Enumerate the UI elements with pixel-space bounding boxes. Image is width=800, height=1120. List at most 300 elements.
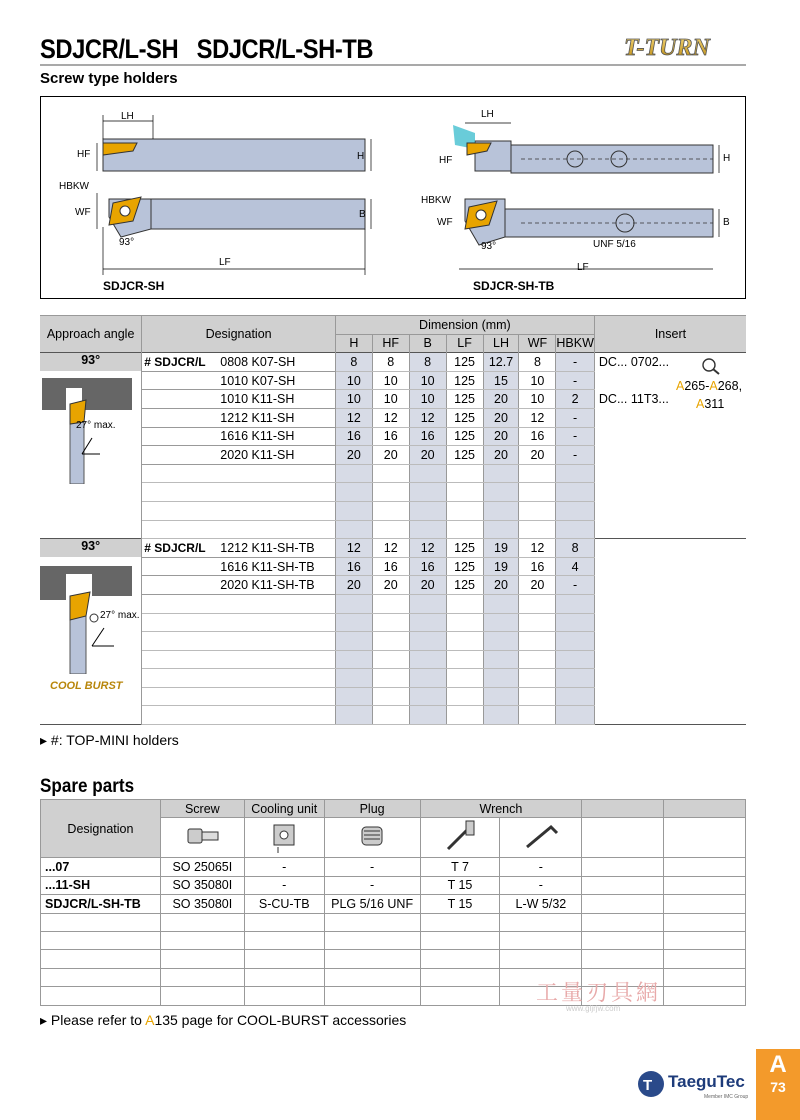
designation-code: 1010 K07-SH — [220, 373, 296, 388]
dimension-value — [409, 650, 446, 669]
angle-image-cell — [40, 483, 142, 502]
col-h: H — [335, 334, 372, 353]
dimension-value — [556, 687, 595, 706]
designation-code: 1212 K11-SH-TB — [220, 540, 315, 555]
dimension-value: 4 — [556, 557, 595, 576]
spare-value: - — [324, 858, 420, 876]
insert-cell — [594, 520, 746, 539]
dimension-value — [556, 669, 595, 688]
dimension-value — [409, 706, 446, 725]
designation-code: 2020 K11-SH — [220, 447, 295, 462]
spare-value: T 15 — [420, 895, 500, 913]
spare-value — [324, 913, 420, 931]
dimension-value: - — [556, 446, 595, 465]
dimension-value — [372, 632, 409, 651]
dimension-value — [335, 483, 372, 502]
plug-icon — [324, 818, 420, 858]
spare-value — [500, 931, 582, 949]
coolburst-logo: COOL BURST — [50, 680, 123, 692]
dimension-value: 12 — [409, 539, 446, 558]
page-letter: A — [769, 1051, 787, 1078]
dim-label: H — [723, 153, 731, 164]
spare-value — [160, 950, 244, 968]
page-subtitle: Screw type holders — [40, 70, 178, 87]
insert-cell — [594, 650, 746, 669]
dimension-value — [556, 464, 595, 483]
table-row — [40, 483, 746, 502]
dimension-value — [446, 687, 483, 706]
designation-cell — [142, 483, 336, 502]
dimension-value — [483, 501, 519, 520]
spare-value — [664, 895, 746, 913]
table-row — [40, 539, 746, 558]
table-row — [41, 950, 746, 968]
insert-cell — [594, 501, 746, 520]
spare-designation — [41, 987, 161, 1005]
holder-drawings — [41, 97, 745, 298]
designation-cell — [142, 539, 336, 558]
dimension-value: 16 — [519, 557, 556, 576]
hex-key-icon — [500, 818, 582, 858]
spare-value — [244, 950, 324, 968]
dimension-value: 19 — [483, 557, 519, 576]
dimension-value: 2 — [556, 390, 595, 409]
designation-cell — [142, 501, 336, 520]
designation-prefix: # SDJCR/L — [144, 540, 206, 555]
approach-angle-cell: 93° — [40, 539, 142, 558]
designation-code: 2020 K11-SH-TB — [220, 578, 315, 593]
dimension-value: 125 — [446, 371, 483, 390]
angle-image-cell — [40, 520, 142, 539]
dimension-value — [483, 632, 519, 651]
dimension-value — [519, 669, 556, 688]
table-row — [41, 858, 746, 876]
insert-cell: DC... 11T3... — [598, 392, 669, 407]
dimension-value — [335, 464, 372, 483]
t-turn-logo — [620, 32, 748, 62]
dim-label: LF — [577, 262, 589, 273]
svg-text:T: T — [643, 1077, 653, 1094]
sp-plug-header: Plug — [324, 800, 420, 818]
dimension-value: 20 — [483, 576, 519, 595]
watermark-url: www.gljrjw.com — [566, 1004, 621, 1013]
dimension-value — [335, 594, 372, 613]
spare-value — [420, 950, 500, 968]
dim-label: UNF 5/16 — [593, 239, 636, 250]
designation-cell — [142, 632, 336, 651]
insert-cell — [594, 669, 746, 688]
spare-designation: ...07 — [41, 858, 161, 876]
dimension-value: 8 — [519, 353, 556, 372]
table-row — [40, 669, 746, 688]
table-row — [41, 913, 746, 931]
col-lh: LH — [483, 334, 519, 353]
designation-cell — [142, 557, 336, 576]
dimension-value: 15 — [483, 371, 519, 390]
table-row — [41, 895, 746, 913]
cooling-unit-icon — [244, 818, 324, 858]
group2-body — [40, 539, 746, 725]
dimension-value: - — [556, 371, 595, 390]
dimension-value: 125 — [446, 408, 483, 427]
dimension-value: 12 — [372, 539, 409, 558]
dimension-value: 125 — [446, 427, 483, 446]
dimension-value: 19 — [483, 539, 519, 558]
dimension-value — [335, 613, 372, 632]
spare-value: SO 35080I — [160, 895, 244, 913]
logo-text: T-TURN — [624, 35, 710, 61]
spare-value: T 7 — [420, 858, 500, 876]
dimension-value — [556, 501, 595, 520]
spare-value — [664, 876, 746, 894]
spare-value: - — [500, 876, 582, 894]
dimension-value — [372, 483, 409, 502]
dimension-value: 16 — [409, 427, 446, 446]
designation-cell — [142, 390, 336, 409]
dimension-value — [335, 501, 372, 520]
insert-cell — [594, 539, 746, 558]
dim-label: 93° — [481, 241, 497, 252]
dimension-value: 20 — [483, 427, 519, 446]
dimension-value — [409, 464, 446, 483]
designation-cell — [142, 408, 336, 427]
group1-body — [40, 353, 746, 539]
diagram-caption-left: SDJCR-SH — [103, 279, 165, 293]
insert-cell: DC... 0702... — [598, 355, 670, 370]
spare-value — [582, 950, 664, 968]
spare-value — [582, 858, 664, 876]
designation-prefix — [144, 392, 220, 406]
sp-screw-header: Screw — [160, 800, 244, 818]
table-row — [40, 353, 746, 372]
table-row — [40, 687, 746, 706]
dimension-value: 20 — [483, 446, 519, 465]
dimension-value — [519, 613, 556, 632]
col-wf: WF — [519, 334, 556, 353]
dimension-value: 125 — [446, 390, 483, 409]
insert-cell — [594, 557, 746, 576]
spare-value — [160, 913, 244, 931]
dimension-value — [446, 650, 483, 669]
spare-value — [244, 987, 324, 1005]
spare-value — [664, 913, 746, 931]
designation-cell — [142, 464, 336, 483]
table-row — [40, 594, 746, 613]
table-row — [40, 520, 746, 539]
designation-cell — [142, 576, 336, 595]
dimension-value — [483, 650, 519, 669]
dimension-value: 125 — [446, 576, 483, 595]
table-row — [40, 576, 746, 595]
dimension-value: 12 — [335, 408, 372, 427]
table-row — [40, 427, 746, 446]
watermark: 工量刃具網 — [536, 980, 662, 1005]
insert-header: Insert — [594, 316, 746, 353]
spare-value — [244, 931, 324, 949]
spare-value — [664, 931, 746, 949]
spare-value: S-CU-TB — [244, 895, 324, 913]
spare-value — [664, 950, 746, 968]
spare-value — [324, 931, 420, 949]
dimension-value: 125 — [446, 557, 483, 576]
designation-prefix — [144, 411, 220, 425]
dimension-value — [556, 520, 595, 539]
dimension-value: 20 — [519, 446, 556, 465]
holder-body-top — [103, 139, 365, 171]
spare-designation — [41, 913, 161, 931]
spare-value: PLG 5/16 UNF — [324, 895, 420, 913]
dimension-value: 125 — [446, 353, 483, 372]
dimension-value: 20 — [409, 576, 446, 595]
dimension-value: 8 — [409, 353, 446, 372]
spare-designation — [41, 950, 161, 968]
dimension-value — [446, 613, 483, 632]
dimension-header: Dimension (mm) — [335, 316, 594, 335]
insert-page-ref: A265-A268, — [676, 379, 743, 393]
dimension-value: 12 — [519, 408, 556, 427]
dimension-value — [335, 632, 372, 651]
topmini-footnote: ▸ #: TOP-MINI holders — [40, 732, 179, 748]
spare-value — [500, 950, 582, 968]
spare-parts-table — [40, 799, 746, 1006]
designation-cell — [142, 687, 336, 706]
dimension-value — [372, 520, 409, 539]
dimension-value — [372, 669, 409, 688]
table-row — [40, 632, 746, 651]
approach-angle-header: Approach angle — [40, 316, 142, 353]
dim-label: HF — [439, 155, 453, 166]
dimension-value — [483, 464, 519, 483]
dimension-value — [446, 669, 483, 688]
spare-value — [420, 987, 500, 1005]
spare-value — [244, 968, 324, 986]
insert-cell — [594, 632, 746, 651]
dimension-value: 16 — [519, 427, 556, 446]
dimension-value: 16 — [372, 427, 409, 446]
dimension-value: 20 — [335, 576, 372, 595]
page-title: SDJCR/L-SH SDJCR/L-SH-TB — [40, 34, 374, 64]
designation-prefix — [144, 429, 220, 443]
spare-value — [160, 987, 244, 1005]
dimension-value — [372, 464, 409, 483]
dimension-value — [446, 501, 483, 520]
designation-prefix — [144, 448, 220, 462]
designation-cell — [142, 520, 336, 539]
dimension-value — [409, 669, 446, 688]
spare-value: - — [244, 876, 324, 894]
col-b: B — [409, 334, 446, 353]
brand-name: TaeguTec — [668, 1072, 745, 1091]
dimension-value: 10 — [335, 371, 372, 390]
dimension-value — [483, 483, 519, 502]
dimension-value — [483, 520, 519, 539]
spare-value — [324, 950, 420, 968]
designation-prefix — [144, 578, 220, 592]
dimension-value: 20 — [519, 576, 556, 595]
holder-body-bottom — [151, 199, 365, 229]
dimension-value — [519, 687, 556, 706]
diagram-caption-right: SDJCR-SH-TB — [473, 279, 555, 293]
dim-label: H — [357, 151, 365, 162]
spare-value — [582, 876, 664, 894]
group1-max-note: 27° max. — [76, 420, 116, 431]
spare-designation — [41, 931, 161, 949]
designation-cell — [142, 650, 336, 669]
dimension-value — [519, 650, 556, 669]
spare-value: - — [324, 876, 420, 894]
designation-prefix — [144, 560, 220, 574]
table-row — [40, 557, 746, 576]
dimension-value: - — [556, 427, 595, 446]
angle-image-cell — [40, 706, 142, 725]
dimension-value: 10 — [335, 390, 372, 409]
dimension-value — [409, 687, 446, 706]
spare-value — [420, 931, 500, 949]
spare-value — [582, 895, 664, 913]
spare-value: SO 35080I — [160, 876, 244, 894]
insert-cell — [594, 446, 746, 465]
designation-cell — [142, 446, 336, 465]
dimension-value — [556, 706, 595, 725]
dimension-value — [409, 520, 446, 539]
dimension-value — [519, 464, 556, 483]
dimension-value: 12 — [335, 539, 372, 558]
dimension-value: 12.7 — [483, 353, 519, 372]
dimension-value — [409, 594, 446, 613]
spare-value: - — [244, 858, 324, 876]
designation-prefix: # SDJCR/L — [144, 354, 206, 369]
dimension-value: - — [556, 576, 595, 595]
spare-value — [500, 913, 582, 931]
group1-holder-image — [42, 378, 132, 484]
screw-icon — [160, 818, 244, 858]
spare-value — [582, 913, 664, 931]
col-hbkw: HBKW — [556, 334, 595, 353]
dimension-value — [519, 594, 556, 613]
dimension-value: 10 — [519, 390, 556, 409]
dimension-value — [446, 594, 483, 613]
dim-label: WF — [437, 217, 453, 228]
dimension-value: 16 — [335, 557, 372, 576]
spare-value: - — [500, 858, 582, 876]
dimension-value: 20 — [372, 446, 409, 465]
spare-value — [160, 931, 244, 949]
insert-cell — [594, 687, 746, 706]
table-row — [41, 931, 746, 949]
dimension-value — [335, 520, 372, 539]
dimension-value — [446, 464, 483, 483]
dimension-value — [483, 594, 519, 613]
dimension-value — [483, 706, 519, 725]
dim-label: LH — [121, 111, 134, 122]
dimension-value — [372, 594, 409, 613]
dim-label: B — [359, 209, 366, 220]
dimension-value — [483, 613, 519, 632]
designation-prefix — [144, 374, 220, 388]
coolburst-note: ▸ Please refer to A135 page for COOL-BURST accessories — [40, 1012, 407, 1028]
spare-value — [582, 931, 664, 949]
dimension-value: 16 — [335, 427, 372, 446]
insert-cell — [594, 613, 746, 632]
table-row — [40, 650, 746, 669]
dimension-value: 20 — [409, 446, 446, 465]
dimension-value — [335, 650, 372, 669]
designation-cell — [142, 353, 336, 372]
table-row — [40, 501, 746, 520]
taegutec-logo-icon — [636, 1069, 666, 1099]
dimension-value: 10 — [409, 390, 446, 409]
dimension-value — [446, 632, 483, 651]
table-row — [40, 408, 746, 427]
spare-value: L-W 5/32 — [500, 895, 582, 913]
title-divider — [40, 64, 746, 66]
col-hf: HF — [372, 334, 409, 353]
page-number: 73 — [770, 1079, 786, 1095]
table-row — [40, 371, 746, 390]
spare-value — [324, 968, 420, 986]
dimension-value: 10 — [519, 371, 556, 390]
dimension-value — [556, 594, 595, 613]
dimension-value — [519, 520, 556, 539]
dim-label: LH — [481, 109, 494, 120]
magnifier-icon — [700, 356, 722, 376]
spare-designation: SDJCR/L-SH-TB — [41, 895, 161, 913]
dimension-value — [335, 706, 372, 725]
dimension-value: 20 — [483, 408, 519, 427]
designation-cell — [142, 706, 336, 725]
insert-cell — [594, 464, 746, 483]
approach-angle-cell: 93° — [40, 353, 142, 372]
dimension-value — [335, 687, 372, 706]
spare-value — [420, 968, 500, 986]
dimension-value: 8 — [335, 353, 372, 372]
insert-cell — [594, 408, 746, 427]
dimension-value: 20 — [335, 446, 372, 465]
insert-page-ref-2: A311 — [696, 397, 725, 411]
dimension-value: 8 — [556, 539, 595, 558]
table-row — [40, 390, 746, 409]
dimension-value — [519, 501, 556, 520]
dimension-value — [556, 650, 595, 669]
designation-cell — [142, 371, 336, 390]
dim-label: HBKW — [421, 195, 451, 206]
dimension-value — [409, 632, 446, 651]
spare-value: T 15 — [420, 876, 500, 894]
insert-cell — [594, 427, 746, 446]
designation-code: 1212 K11-SH — [220, 410, 295, 425]
dimension-value — [409, 501, 446, 520]
table-row — [40, 464, 746, 483]
designation-code: 0808 K07-SH — [220, 354, 296, 369]
angle-image-cell — [40, 501, 142, 520]
insert-cell — [594, 706, 746, 725]
dimension-value — [335, 669, 372, 688]
brand-subtitle: Member IMC Group — [704, 1094, 749, 1100]
spare-value — [664, 987, 746, 1005]
table-row — [40, 446, 746, 465]
insert-cell — [594, 483, 746, 502]
dimension-value: 125 — [446, 539, 483, 558]
spare-value — [160, 968, 244, 986]
dim-label: HBKW — [59, 181, 89, 192]
spare-designation: ...11-SH — [41, 876, 161, 894]
dimension-value — [519, 483, 556, 502]
designation-cell — [142, 669, 336, 688]
designation-cell — [142, 613, 336, 632]
dimension-value — [519, 632, 556, 651]
group2-max-note: 27° max. — [100, 610, 140, 621]
dimension-value: 10 — [372, 390, 409, 409]
